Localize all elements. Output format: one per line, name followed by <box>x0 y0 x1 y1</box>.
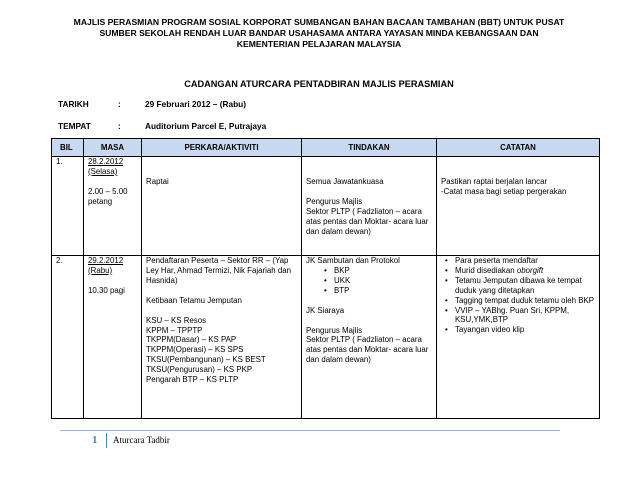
header-tindakan: TINDAKAN <box>302 139 437 157</box>
row2-guest-5: TKSU(Pembangunan) – KS BEST <box>146 355 266 365</box>
note-text: Murid disediakan <box>455 265 517 275</box>
row2-note-cell <box>437 256 600 419</box>
row1-time: 2.00 – 5.00 petang <box>88 186 128 206</box>
row1-masa <box>84 157 142 256</box>
table-header-row <box>52 139 600 157</box>
list-item: • UKK <box>334 276 432 286</box>
header-catatan: CATATAN <box>437 139 600 157</box>
date-value: 29 Februari 2012 – (Rabu) <box>145 99 246 109</box>
row2-activity-1: Pendaftaran Peserta – Sektor RR – (Yap Ley Har, Ahmad Termizi, Nik Fajariah dan Hasnida) <box>146 256 292 285</box>
row2-guest-6: TKSU(Pengurusan) – KS PKP <box>146 365 253 375</box>
page-number: 1 <box>92 434 98 446</box>
row2-action-cell <box>302 256 437 419</box>
list-item: • Tagging tempat duduk tetamu oleh BKP <box>455 296 595 306</box>
list-item: • Para peserta mendaftar <box>455 256 595 266</box>
row2-activity-cell <box>142 256 302 419</box>
row2-activity-2: Ketibaan Tetamu Jemputan <box>146 295 242 305</box>
title-line-1: MAJLIS PERASMIAN PROGRAM SOSIAL KORPORAT SUMBANGAN BAHAN BACAAN TAMBAHAN (BBT) UNTUK PUSAT <box>73 17 565 27</box>
title-line-2: SUMBER SEKOLAH RENDAH LUAR BANDAR USAHASAMA ANTARA YAYASAN MINDA KEBANGSAAN DAN <box>99 28 539 39</box>
venue-label: TEMPAT <box>58 121 91 131</box>
row1-activity-cell <box>142 157 302 256</box>
list-item: • VVIP – YABhg. Puan Sri, KPPM, KSU,YMK,BTP <box>455 306 595 326</box>
footer-separator <box>106 433 107 448</box>
row1-action-3: Sektor PLTP ( Fadzliaton – acara atas pentas dan Moktar- acara luar dan dalam dewan) <box>306 206 429 236</box>
row2-date: 29.2.2012 <box>88 256 124 265</box>
header-masa: MASA <box>84 139 142 157</box>
row2-masa <box>84 256 142 419</box>
row1-note-1: Pastikan raptai berjalan lancar <box>441 177 548 186</box>
row2-note-list <box>441 256 595 335</box>
header-perkara: PERKARA/AKTIVITI <box>142 139 302 157</box>
row2-action-heading-2: JK Siaraya <box>306 305 345 315</box>
header-bil: BIL <box>52 139 84 157</box>
document-title <box>40 17 598 51</box>
footer-divider <box>60 430 560 431</box>
row2-action-heading-1: JK Sambutan dan Protokol <box>306 256 400 265</box>
title-line-3: KEMENTERIAN PELAJARAN MALAYSIA <box>236 39 402 50</box>
document-subtitle: CADANGAN ATURCARA PENTADBIRAN MAJLIS PERASMIAN <box>184 79 454 89</box>
row2-guest-4: TKPPM(Operasi) – KS SPS <box>146 345 244 355</box>
agenda-table <box>51 138 600 419</box>
list-item: • BTP <box>334 286 432 296</box>
table-row <box>52 256 600 419</box>
row1-date: 28.2.2012 <box>88 157 124 166</box>
row2-day: (Rabu) <box>88 265 113 275</box>
list-item: • Tayangan video klip <box>455 325 595 335</box>
date-label: TARIKH <box>58 99 89 109</box>
venue-value: Auditorium Parcel E, Putrajaya <box>145 121 267 131</box>
row2-guest-3: TKPPM(Dasar) – KS PAP <box>146 335 237 345</box>
table-row <box>52 157 600 256</box>
row1-bil: 1. <box>52 157 84 256</box>
footer-text: Aturcara Tadbir <box>113 435 170 445</box>
list-item <box>455 266 595 276</box>
row2-action-list <box>306 266 432 296</box>
row2-bil: 2. <box>52 256 84 419</box>
note-italic: oborgift <box>516 265 544 275</box>
row2-guest-1: KSU – KS Resos <box>146 315 207 325</box>
list-item: • Tetamu Jemputan dibawa ke tempat duduk yang ditetapkan <box>455 276 595 296</box>
row2-action-heading-3: Pengurus Majlis <box>306 325 363 335</box>
row2-time: 10.30 pagi <box>88 285 125 295</box>
row1-day: (Selasa) <box>88 166 118 176</box>
row1-action-1: Semua Jawatankuasa <box>306 177 384 186</box>
venue-colon: : <box>118 121 121 131</box>
row1-note-cell <box>437 157 600 256</box>
row2-guest-7: Pengarah BTP – KS PLTP <box>146 375 239 385</box>
row1-action-2: Pengurus Majlis <box>306 196 363 206</box>
row2-action-detail: Sektor PLTP ( Fadzliaton – acara atas pentas dan Moktar- acara luar dan dalam dewan) <box>306 335 429 365</box>
row1-note-2: -Catat masa bagi setiap pergerakan <box>441 186 567 196</box>
row1-activity: Raptai <box>146 177 169 186</box>
row1-action-cell <box>302 157 437 256</box>
list-item: • BKP <box>334 266 432 276</box>
date-colon: : <box>118 99 121 109</box>
row2-guest-2: KPPM – TPPTP <box>146 325 203 335</box>
